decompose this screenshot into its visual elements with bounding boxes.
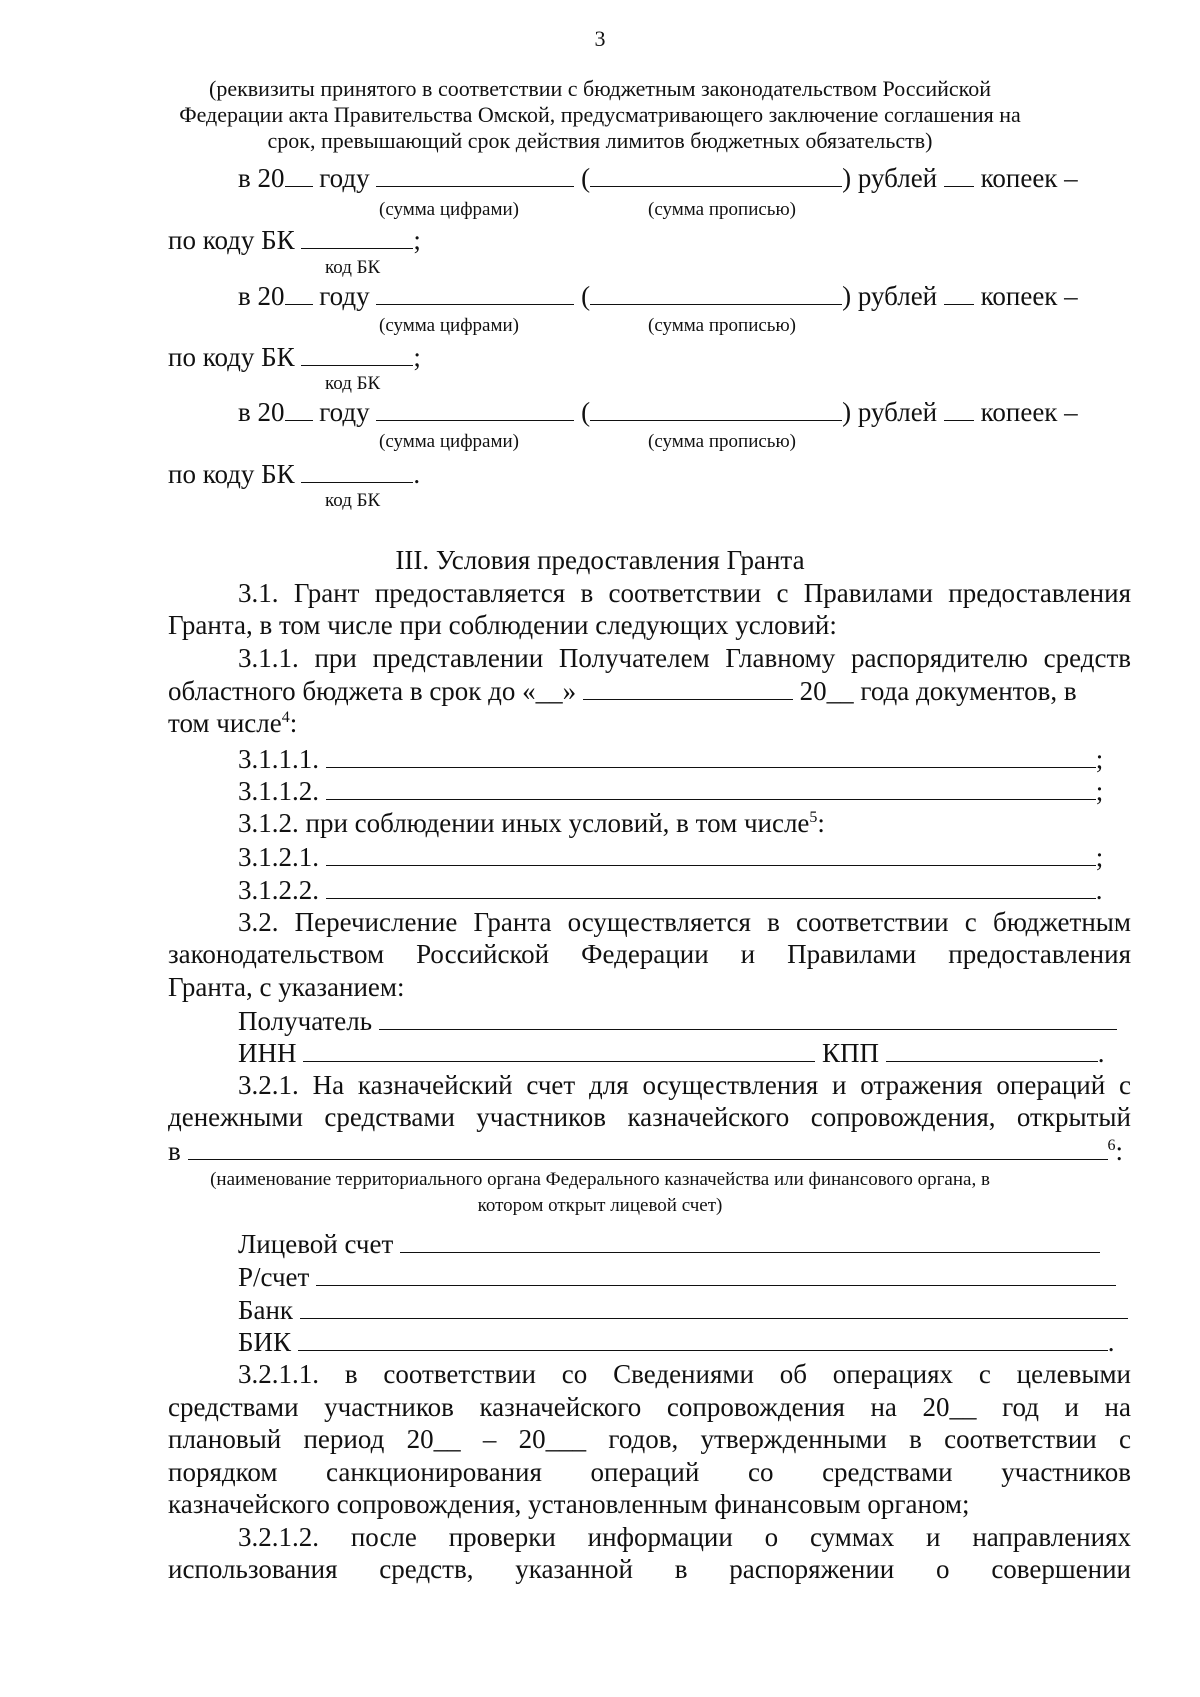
bik-row: БИК . bbox=[238, 1327, 1115, 1357]
p3-2-1-2-line2: использования средств, указанной в распоряжении о совершении bbox=[168, 1554, 1131, 1584]
p3-1-1-line3: том числе$^4$: bbox=[168, 708, 298, 738]
year-row-1: в 20 году ( ) рублей копеек – bbox=[238, 163, 1078, 193]
p3-2-line2: законодательством Российской Федерации и Правилами предоставления bbox=[168, 939, 1131, 969]
p3-1-2: 3.1.2. при соблюдении иных условий, в том числе$^5$: bbox=[238, 808, 825, 838]
item-3-1-2-1: 3.1.2.1. ; bbox=[238, 842, 1104, 872]
rs-row: Р/счет bbox=[238, 1263, 1116, 1291]
sum-digits-caption-1: (сумма цифрами) bbox=[379, 199, 519, 220]
bk-row-1: по коду БК ; bbox=[168, 225, 421, 255]
item-3-1-1-1: 3.1.1.1. ; bbox=[238, 744, 1104, 774]
bk-caption-2: код БК bbox=[325, 373, 381, 394]
recipient-row: Получатель bbox=[238, 1007, 1117, 1035]
item-3-1-1-2: 3.1.1.2. ; bbox=[238, 776, 1104, 806]
bk-row-3: по коду БК . bbox=[168, 459, 421, 489]
p3-2-1-line3: в $^6$: bbox=[168, 1136, 1124, 1166]
p3-1-1-line2: областного бюджета в срок до «__» 20__ года документов, в bbox=[168, 676, 1077, 706]
header-note-line2: Федерации акта Правительства Омской, предусматривающего заключение соглашения на bbox=[179, 102, 1021, 127]
year-row-3: в 20 году ( ) рублей копеек – bbox=[238, 397, 1078, 427]
bk-caption-1: код БК bbox=[325, 257, 381, 278]
inn-kpp-row: ИНН КПП . bbox=[238, 1038, 1105, 1068]
p3-1-line2: Гранта, в том числе при соблюдении следующих условий: bbox=[168, 610, 837, 640]
p3-2-1-1-line4: порядком санкционирования операций со средствами участников bbox=[168, 1457, 1131, 1487]
sum-digits-caption-3: (сумма цифрами) bbox=[379, 431, 519, 452]
p3-1-line1: 3.1. Грант предоставляется в соответствии с Правилами предоставления bbox=[238, 578, 1131, 608]
account-row: Лицевой счет bbox=[238, 1230, 1100, 1258]
item-3-1-2-2: 3.1.2.2. . bbox=[238, 875, 1103, 905]
p3-2-1-1-line2: средствами участников казначейского сопровождения на 20__ год и на bbox=[168, 1392, 1131, 1422]
sum-words-caption-1: (сумма прописью) bbox=[648, 199, 796, 220]
header-note-line1: (реквизиты принятого в соответствии с бюджетным законодательством Российской bbox=[209, 76, 991, 101]
caption-org-line2: котором открыт лицевой счет) bbox=[477, 1195, 723, 1216]
sum-words-caption-3: (сумма прописью) bbox=[648, 431, 796, 452]
caption-org-line1: (наименование территориального органа Федерального казначейства или финансового органа, в bbox=[210, 1169, 990, 1190]
p3-1-1-line1: 3.1.1. при представлении Получателем Главному распорядителю средств bbox=[238, 643, 1131, 673]
p3-2-1-1-line1: 3.2.1.1. в соответствии со Сведениями об операциях с целевыми bbox=[238, 1359, 1131, 1389]
sum-words-caption-2: (сумма прописью) bbox=[648, 315, 796, 336]
header-note-line3: срок, превышающий срок действия лимитов бюджетных обязательств) bbox=[267, 128, 933, 153]
bk-caption-3: код БК bbox=[325, 490, 381, 511]
p3-2-1-1-line5: казначейского сопровождения, установленным финансовым органом; bbox=[168, 1489, 970, 1519]
p3-2-line1: 3.2. Перечисление Гранта осуществляется в соответствии с бюджетным bbox=[238, 907, 1131, 937]
bk-row-2: по коду БК ; bbox=[168, 342, 421, 372]
sum-digits-caption-2: (сумма цифрами) bbox=[379, 315, 519, 336]
section-title: III. Условия предоставления Гранта bbox=[395, 545, 805, 575]
p3-2-1-line2: денежными средствами участников казначейского сопровождения, открытый bbox=[168, 1102, 1131, 1132]
bank-row: Банк bbox=[238, 1296, 1128, 1324]
year-row-2: в 20 году ( ) рублей копеек – bbox=[238, 281, 1078, 311]
page-number: 3 bbox=[594, 26, 606, 51]
p3-2-line3: Гранта, с указанием: bbox=[168, 972, 405, 1002]
p3-2-1-line1: 3.2.1. На казначейский счет для осуществления и отражения операций с bbox=[238, 1070, 1131, 1100]
p3-2-1-2-line1: 3.2.1.2. после проверки информации о суммах и направлениях bbox=[238, 1522, 1131, 1552]
p3-2-1-1-line3: плановый период 20__ – 20___ годов, утвержденными в соответствии с bbox=[168, 1424, 1131, 1454]
